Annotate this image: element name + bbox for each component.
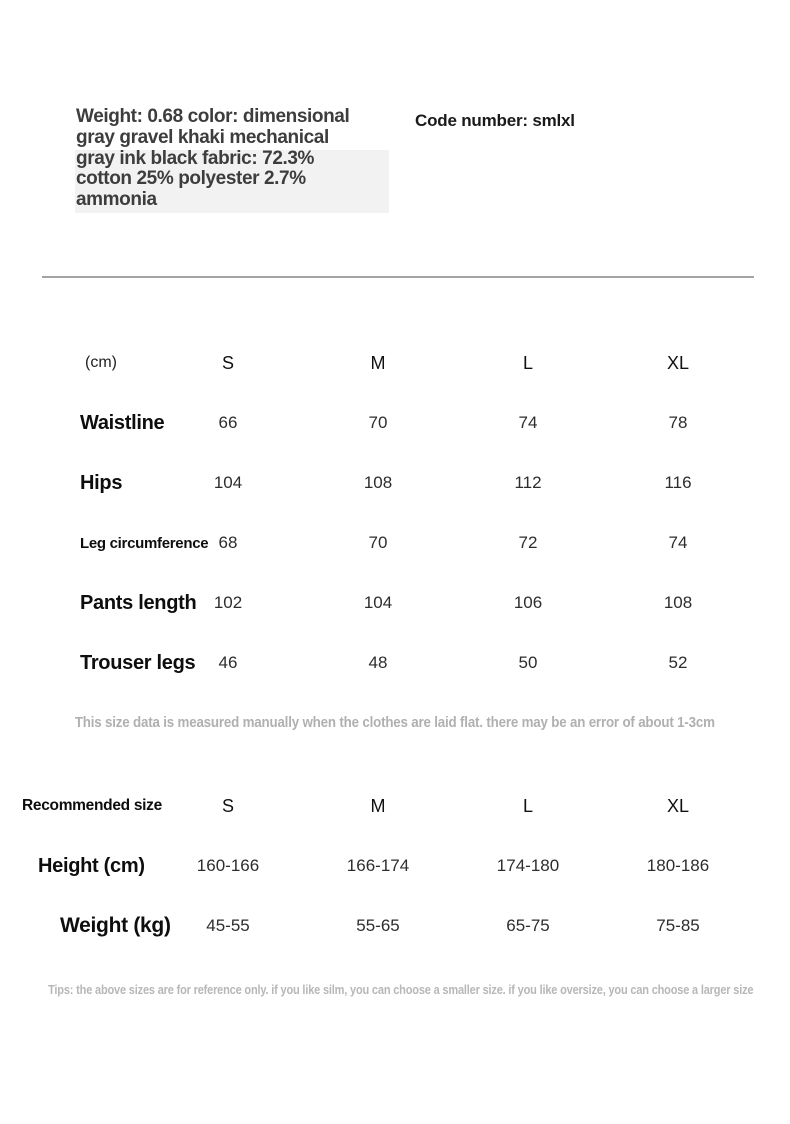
cell-value: 65-75 <box>506 916 550 935</box>
cell-value: 68 <box>218 533 238 552</box>
row-label: Trouser legs <box>80 651 196 674</box>
cell-value: 166-174 <box>346 856 410 875</box>
column-header-xl: XL <box>666 795 690 816</box>
description-line: gray ink black fabric: 72.3% <box>76 147 315 169</box>
table-row-weight <box>0 896 790 956</box>
description-line: ammonia <box>76 189 157 211</box>
cell-value: 45-55 <box>206 916 250 935</box>
cell-value: 74 <box>668 533 688 552</box>
unit-label: (cm) <box>85 354 117 371</box>
code-number: Code number: smlxl <box>415 111 575 130</box>
cell-value: 104 <box>213 473 243 492</box>
row-label: Hips <box>80 471 123 494</box>
row-label: Leg circumference <box>80 534 209 552</box>
measurement-note-text: This size data is measured manually when the clothes are laid flat. there may be an error of about 1-3cm <box>75 715 715 731</box>
cell-value: 66 <box>218 413 238 432</box>
product-description <box>76 107 406 211</box>
column-header-l: L <box>522 352 533 373</box>
divider-line <box>42 276 754 278</box>
cell-value: 102 <box>213 593 243 612</box>
cell-value: 160-166 <box>196 856 260 875</box>
column-header-l: L <box>522 795 533 816</box>
cell-value: 55-65 <box>356 916 400 935</box>
cell-value: 50 <box>518 653 538 672</box>
recommended-size-table <box>0 776 790 956</box>
cell-value: 72 <box>518 533 538 552</box>
cell-value: 104 <box>363 593 393 612</box>
recommended-size-label: Recommended size <box>22 797 162 814</box>
column-header-xl: XL <box>666 352 690 373</box>
table-row-leg-circumference <box>0 513 790 573</box>
cell-value: 106 <box>513 593 543 612</box>
cell-value: 78 <box>668 413 688 432</box>
tips-note <box>0 981 790 999</box>
cell-value: 46 <box>218 653 238 672</box>
table-row-trouser-legs <box>0 633 790 693</box>
cell-value: 70 <box>368 413 388 432</box>
table-row-pants-length <box>0 573 790 633</box>
description-line: gray gravel khaki mechanical <box>76 126 329 148</box>
row-label: Pants length <box>80 591 197 614</box>
cell-value: 75-85 <box>656 916 700 935</box>
table-header-row <box>0 333 790 393</box>
cell-value: 48 <box>368 653 388 672</box>
row-label: Weight (kg) <box>60 914 171 937</box>
cell-value: 108 <box>663 593 693 612</box>
cell-value: 180-186 <box>646 856 710 875</box>
description-line: Weight: 0.68 color: dimensional <box>76 106 350 127</box>
recommended-header-row <box>0 776 790 836</box>
column-header-s: S <box>221 795 234 816</box>
cell-value: 108 <box>363 473 393 492</box>
column-header-s: S <box>221 352 234 373</box>
table-row-height <box>0 836 790 896</box>
row-label: Height (cm) <box>38 854 145 877</box>
cell-value: 74 <box>518 413 538 432</box>
description-line: cotton 25% polyester 2.7% <box>76 168 306 190</box>
cell-value: 70 <box>368 533 388 552</box>
cell-value: 112 <box>514 473 542 492</box>
cell-value: 52 <box>668 653 688 672</box>
table-row-hips <box>0 453 790 513</box>
table-row-waistline <box>0 393 790 453</box>
column-header-m: M <box>370 795 386 816</box>
cell-value: 116 <box>664 473 692 492</box>
measurement-note <box>0 714 790 732</box>
product-info <box>76 107 406 211</box>
column-header-m: M <box>370 352 386 373</box>
tips-note-text: Tips: the above sizes are for reference only. if you like silm, you can choose a smaller size. if you like oversize, you can choose a larger size <box>48 983 754 997</box>
cell-value: 174-180 <box>496 856 560 875</box>
measurement-table <box>0 333 790 693</box>
row-label: Waistline <box>80 411 165 434</box>
